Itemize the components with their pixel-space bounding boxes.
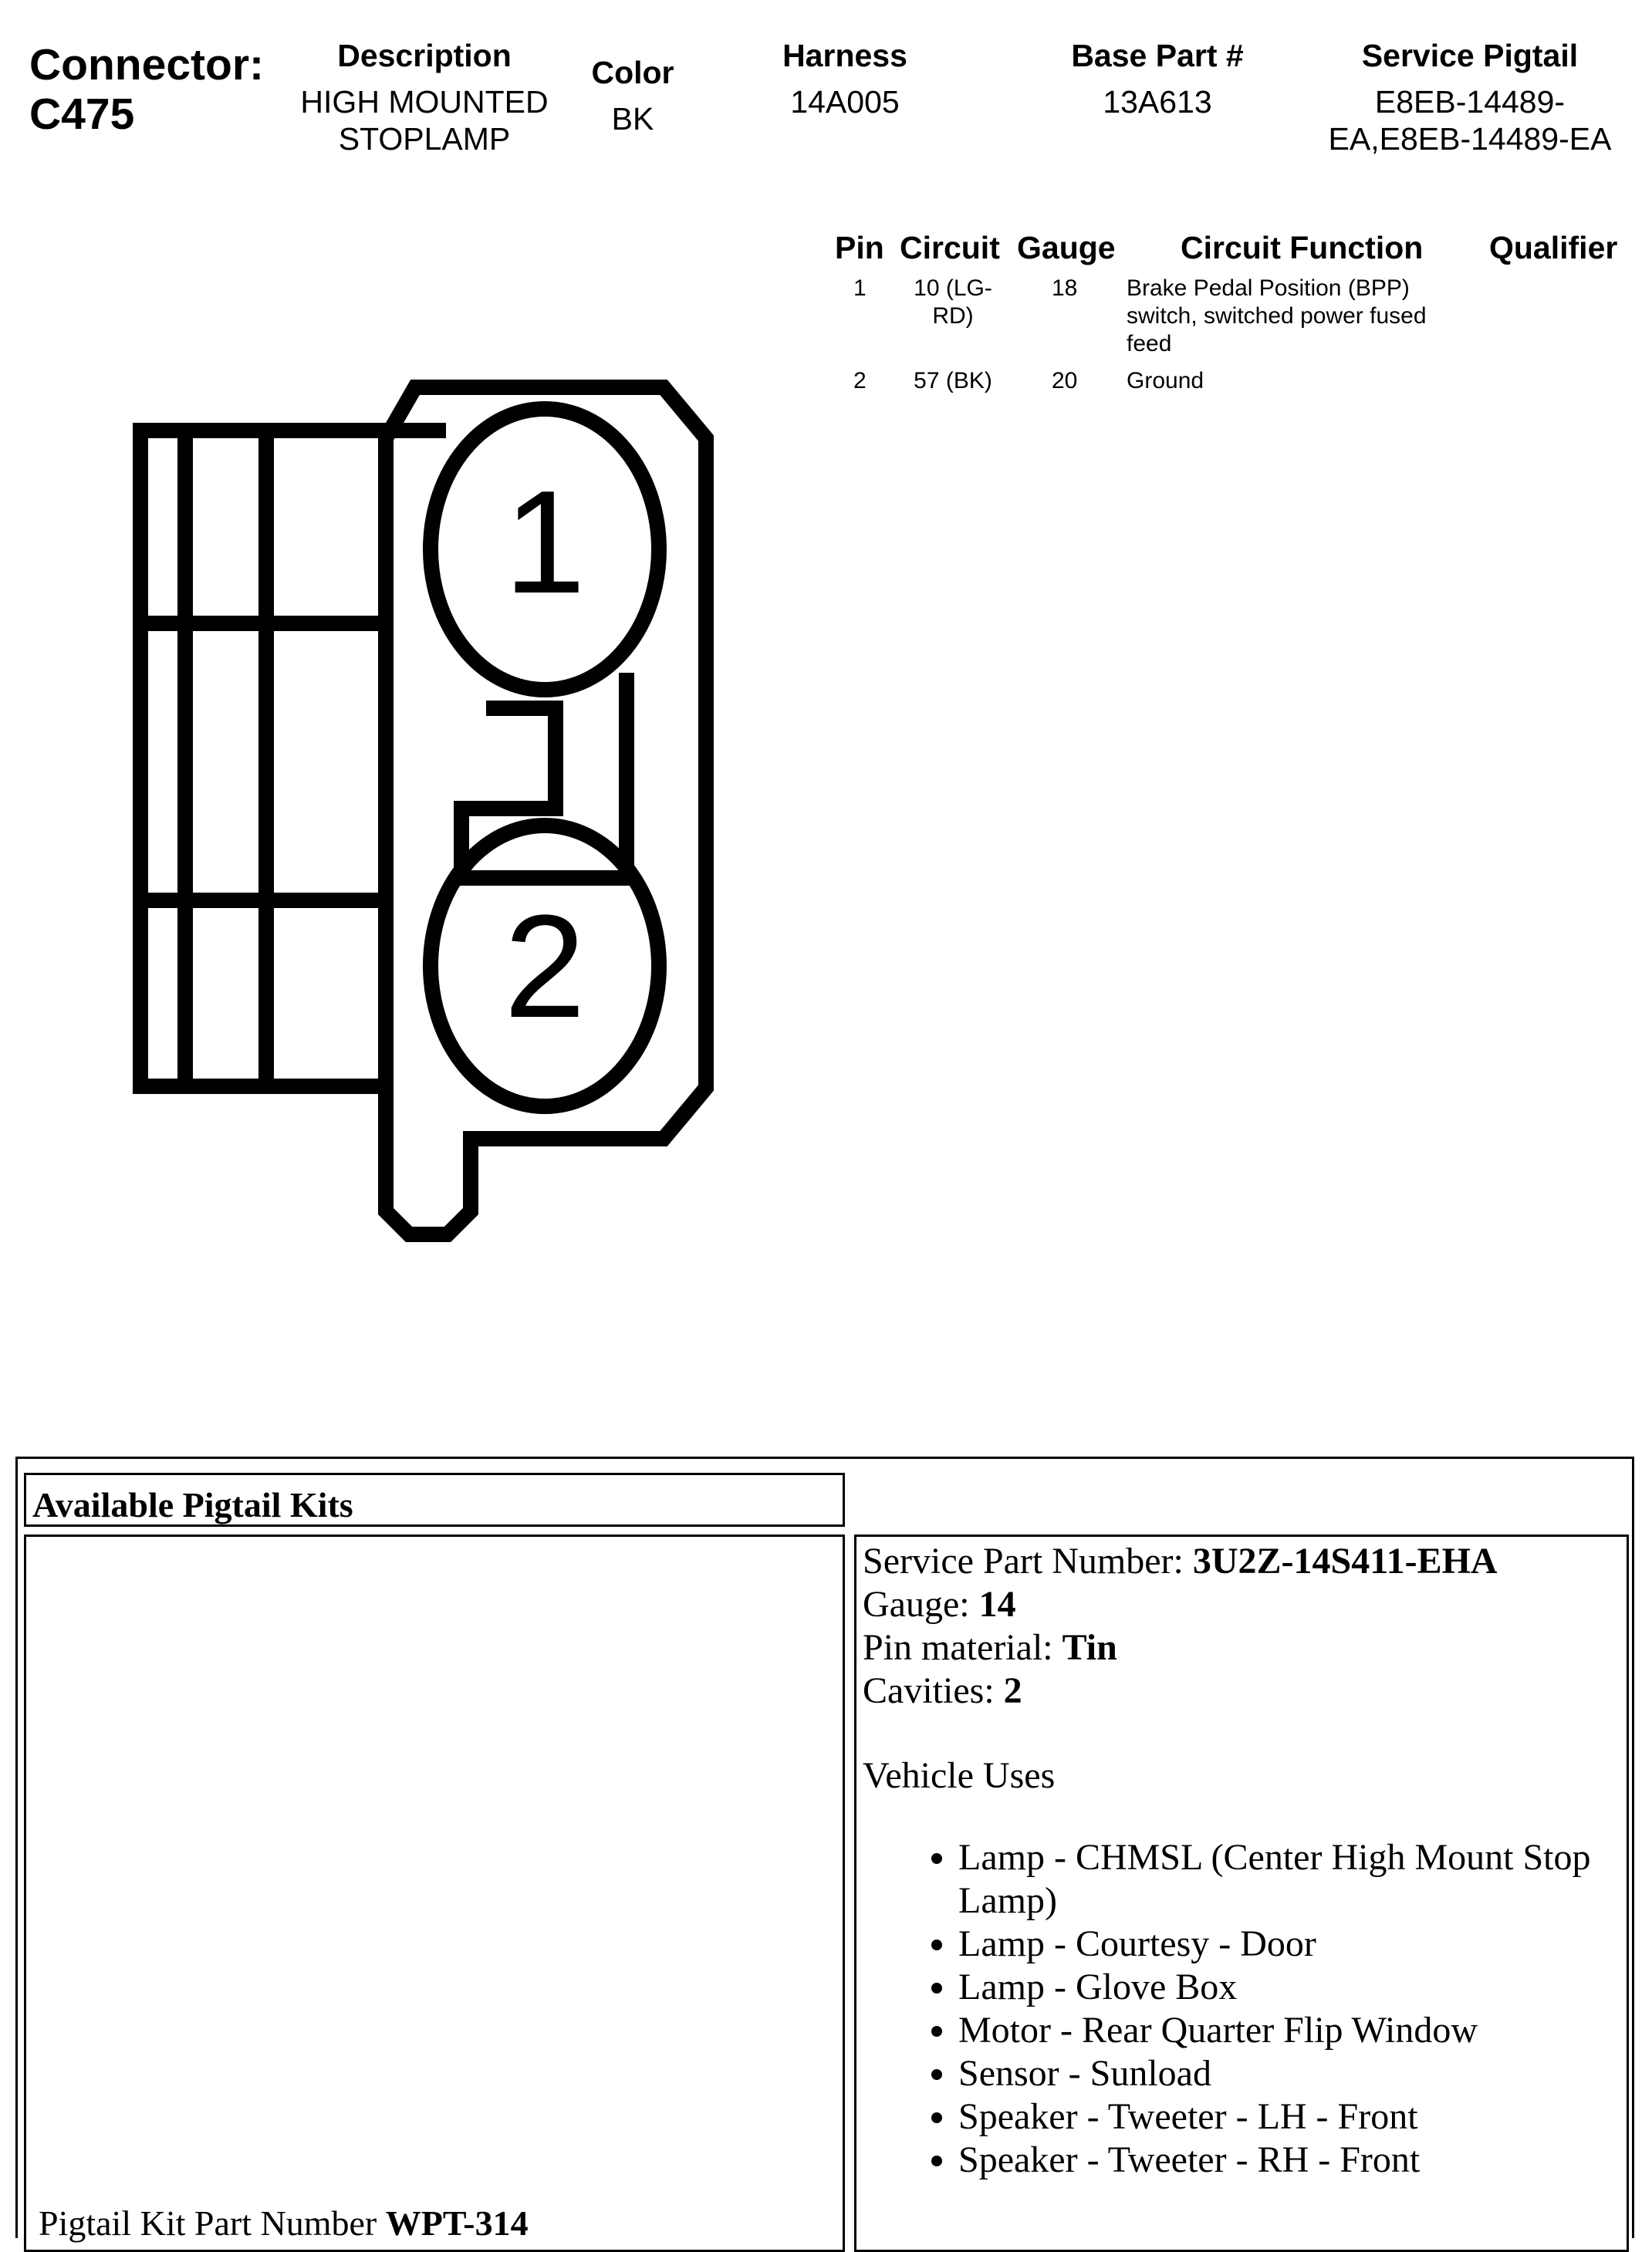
pin-material-label: Pin material: <box>863 1627 1062 1668</box>
vehicle-use-item: • Motor - Rear Quarter Flip Window <box>958 2009 1627 2052</box>
row1-function-line2: switch, switched power fused <box>1127 303 1427 329</box>
row1-pin: 1 <box>853 275 867 301</box>
gauge-header: Gauge <box>1017 230 1116 265</box>
harness-heading: Harness <box>782 38 907 73</box>
vehicle-use-item: • Lamp - Glove Box <box>958 1966 1627 2009</box>
row1-circuit <box>903 275 1003 330</box>
row1-gauge: 18 <box>1052 275 1078 301</box>
connector-label-line1: Connector: <box>29 40 264 89</box>
pin-material-value: Tin <box>1062 1627 1117 1668</box>
circuit-function-header: Circuit Function <box>1181 230 1424 265</box>
description-line2: STOPLAMP <box>338 121 511 157</box>
connector-label <box>29 40 264 139</box>
row1-function-line1: Brake Pedal Position (BPP) <box>1127 275 1410 301</box>
pigtail-details <box>856 1537 1627 2182</box>
qualifier-header: Qualifier <box>1489 230 1618 265</box>
row1-function <box>1127 275 1427 358</box>
color-value: BK <box>611 101 654 137</box>
vehicle-uses-list <box>863 1836 1627 2182</box>
vehicle-use-item: • Sensor - Sunload <box>958 2052 1627 2095</box>
vehicle-uses-title: Vehicle Uses <box>863 1755 1056 1796</box>
pin-material-line <box>863 1626 1627 1670</box>
vehicle-use-item: • Lamp - CHMSL (Center High Mount Stop Lamp) <box>958 1836 1627 1923</box>
service-pigtail-line1: E8EB-14489- <box>1374 84 1566 120</box>
color-column <box>571 54 694 137</box>
row1-function-line3: feed <box>1127 331 1172 356</box>
base-part-column <box>1034 37 1281 120</box>
row2-function: Ground <box>1127 368 1204 393</box>
vehicle-use-item: • Lamp - Courtesy - Door <box>958 1923 1627 1966</box>
circuit-header: Circuit <box>900 230 1000 265</box>
connector-face-diagram <box>123 378 725 1250</box>
pigtail-title-cell <box>24 1473 845 1527</box>
cavities-value: 2 <box>1003 1670 1022 1711</box>
service-pigtail-heading: Service Pigtail <box>1361 38 1579 73</box>
cavity-2-label: 2 <box>504 885 586 1048</box>
row1-circuit-line2: RD) <box>932 303 974 329</box>
pigtail-kit-cell <box>24 1535 845 2252</box>
row1-circuit-line1: 10 (LG- <box>914 275 992 301</box>
gauge-line <box>863 1583 1627 1626</box>
pigtail-title: Available Pigtail Kits <box>32 1485 353 1524</box>
description-heading: Description <box>337 38 512 73</box>
base-part-heading: Base Part # <box>1071 38 1244 73</box>
pigtail-detail-cell <box>854 1535 1629 2252</box>
cavities-label: Cavities: <box>863 1670 1004 1711</box>
harness-column <box>725 37 965 120</box>
service-pigtail-column <box>1296 37 1644 157</box>
pigtail-kit-part-number <box>39 2203 529 2244</box>
base-part-value: 13A613 <box>1103 84 1212 120</box>
row2-gauge: 20 <box>1052 368 1078 393</box>
description-line1: HIGH MOUNTED <box>300 84 549 120</box>
row2-pin: 2 <box>853 368 867 393</box>
gauge-label: Gauge: <box>863 1584 979 1625</box>
vehicle-use-item: • Speaker - Tweeter - LH - Front <box>958 2095 1627 2139</box>
service-part-line <box>863 1540 1627 1583</box>
cavity-1-label: 1 <box>504 461 586 624</box>
kit-part-label: Pigtail Kit Part Number <box>39 2203 386 2243</box>
service-part-value: 3U2Z-14S411-EHA <box>1192 1541 1498 1582</box>
service-part-label: Service Part Number: <box>863 1541 1193 1582</box>
pigtail-kits-table <box>15 1457 1634 2243</box>
service-pigtail-line2: EA,E8EB-14489-EA <box>1328 121 1612 157</box>
pin-header: Pin <box>835 230 884 265</box>
harness-value: 14A005 <box>790 84 900 120</box>
description-column <box>285 37 563 157</box>
color-heading: Color <box>591 55 674 90</box>
row2-circuit: 57 (BK) <box>914 368 992 393</box>
gauge-value: 14 <box>978 1584 1016 1625</box>
cavities-line <box>863 1670 1627 1713</box>
kit-part-value: WPT-314 <box>385 2203 529 2243</box>
connector-id: C475 <box>29 89 135 139</box>
vehicle-use-item: • Speaker - Tweeter - RH - Front <box>958 2139 1627 2182</box>
